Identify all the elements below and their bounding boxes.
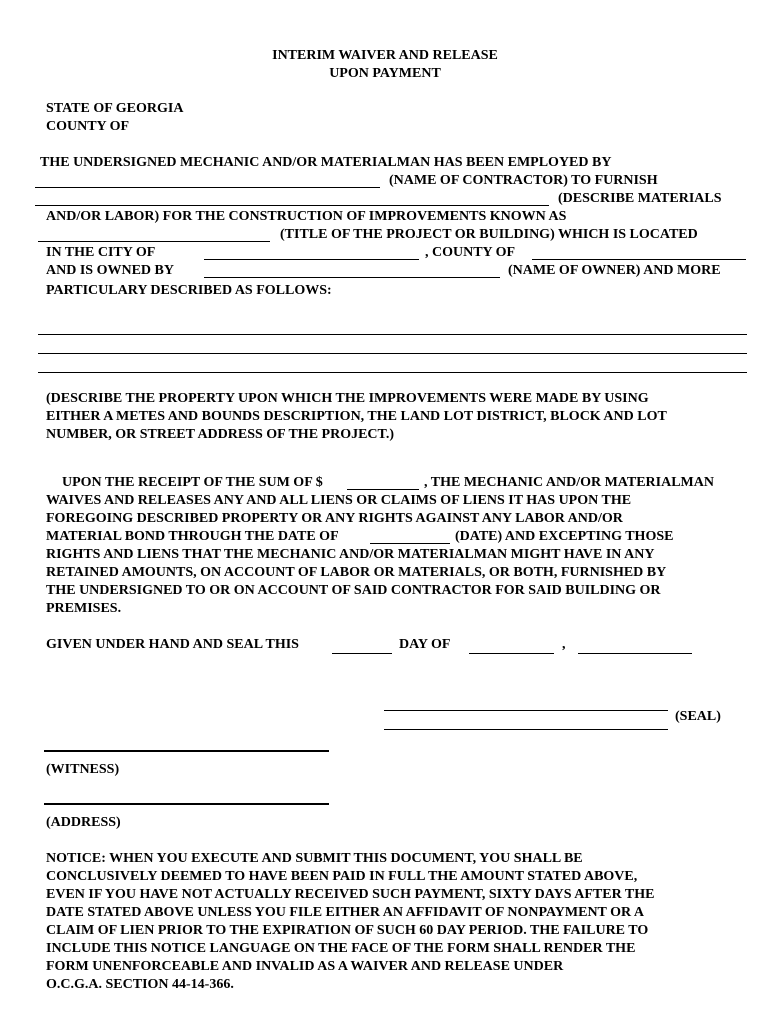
described-as-follows-text: PARTICULARY DESCRIBED AS FOLLOWS: xyxy=(46,283,332,298)
mechanic-materialman-text: , THE MECHANIC AND/OR MATERIALMAN xyxy=(424,475,714,490)
witness-label: (WITNESS) xyxy=(46,762,120,777)
waiver-line-8: PREMISES. xyxy=(46,601,122,616)
month-field[interactable] xyxy=(469,653,554,654)
amount-field[interactable] xyxy=(347,489,419,490)
through-date-field[interactable] xyxy=(370,543,450,544)
waiver-line-2: WAIVES AND RELEASES ANY AND ALL LIENS OR CLAIMS OF LIENS IT HAS UPON THE xyxy=(46,493,632,508)
property-description-line-2[interactable] xyxy=(38,353,747,354)
day-of-label: DAY OF xyxy=(399,637,451,652)
waiver-line-4-prefix: MATERIAL BOND THROUGH THE DATE OF xyxy=(46,529,339,544)
notice-line-6: INCLUDE THIS NOTICE LANGUAGE ON THE FACE OF THE FORM SHALL RENDER THE xyxy=(46,941,636,956)
witness-signature-line[interactable] xyxy=(44,750,329,752)
address-line[interactable] xyxy=(44,803,329,805)
employed-by-text: THE UNDERSIGNED MECHANIC AND/OR MATERIALMAN HAS BEEN EMPLOYED BY xyxy=(40,155,612,170)
waiver-line-7: THE UNDERSIGNED TO OR ON ACCOUNT OF SAID CONTRACTOR FOR SAID BUILDING OR xyxy=(46,583,661,598)
and-or-labor-text: AND/OR LABOR) FOR THE CONSTRUCTION OF IMPROVEMENTS KNOWN AS xyxy=(46,209,567,224)
day-field[interactable] xyxy=(332,653,392,654)
receipt-of-sum-text: UPON THE RECEIPT OF THE SUM OF $ xyxy=(62,475,323,490)
property-description-line-3[interactable] xyxy=(38,372,747,373)
materials-description-field[interactable] xyxy=(35,205,549,206)
describe-materials-label: (DESCRIBE MATERIALS xyxy=(558,191,722,206)
date-comma: , xyxy=(562,637,566,652)
notice-line-7: FORM UNENFORCEABLE AND INVALID AS A WAIVER AND RELEASE UNDER xyxy=(46,959,564,974)
waiver-line-3: FOREGOING DESCRIBED PROPERTY OR ANY RIGHTS AGAINST ANY LABOR AND/OR xyxy=(46,511,623,526)
signature-name-line[interactable] xyxy=(384,729,668,730)
waiver-line-4-suffix: (DATE) AND EXCEPTING THOSE xyxy=(455,529,674,544)
name-of-contractor-label: (NAME OF CONTRACTOR) TO FURNISH xyxy=(389,173,658,188)
document-title-line-1: INTERIM WAIVER AND RELEASE xyxy=(272,48,498,63)
waiver-line-6: RETAINED AMOUNTS, ON ACCOUNT OF LABOR OR MATERIALS, OR BOTH, FURNISHED BY xyxy=(46,565,667,580)
notice-line-4: DATE STATED ABOVE UNLESS YOU FILE EITHER AN AFFIDAVIT OF NONPAYMENT OR A xyxy=(46,905,644,920)
contractor-name-field[interactable] xyxy=(35,187,380,188)
notice-line-3: EVEN IF YOU HAVE NOT ACTUALLY RECEIVED SUCH PAYMENT, SIXTY DAYS AFTER THE xyxy=(46,887,655,902)
county-of-label: , COUNTY OF xyxy=(425,245,516,260)
waiver-line-5: RIGHTS AND LIENS THAT THE MECHANIC AND/OR MATERIALMAN MIGHT HAVE IN ANY xyxy=(46,547,655,562)
city-field[interactable] xyxy=(204,259,419,260)
property-description-line-1[interactable] xyxy=(38,334,747,335)
county-field[interactable] xyxy=(532,259,746,260)
property-instructions-line-2: EITHER A METES AND BOUNDS DESCRIPTION, THE LAND LOT DISTRICT, BLOCK AND LOT xyxy=(46,409,667,424)
document-title-line-2: UPON PAYMENT xyxy=(329,66,441,81)
year-field[interactable] xyxy=(578,653,692,654)
seal-label: (SEAL) xyxy=(675,709,721,724)
property-instructions-line-1: (DESCRIBE THE PROPERTY UPON WHICH THE IMPROVEMENTS WERE MADE BY USING xyxy=(46,391,649,406)
title-of-project-label: (TITLE OF THE PROJECT OR BUILDING) WHICH IS LOCATED xyxy=(280,227,698,242)
owner-name-field[interactable] xyxy=(204,277,500,278)
owned-by-label: AND IS OWNED BY xyxy=(46,263,174,278)
signature-line[interactable] xyxy=(384,710,668,711)
notice-line-5: CLAIM OF LIEN PRIOR TO THE EXPIRATION OF SUCH 60 DAY PERIOD. THE FAILURE TO xyxy=(46,923,649,938)
city-label: IN THE CITY OF xyxy=(46,245,156,260)
notice-line-2: CONCLUSIVELY DEEMED TO HAVE BEEN PAID IN FULL THE AMOUNT STATED ABOVE, xyxy=(46,869,638,884)
county-label: COUNTY OF xyxy=(46,119,130,134)
property-instructions-line-3: NUMBER, OR STREET ADDRESS OF THE PROJECT.) xyxy=(46,427,394,442)
notice-line-8: O.C.G.A. SECTION 44-14-366. xyxy=(46,977,234,992)
notice-line-1: NOTICE: WHEN YOU EXECUTE AND SUBMIT THIS DOCUMENT, YOU SHALL BE xyxy=(46,851,583,866)
address-label: (ADDRESS) xyxy=(46,815,121,830)
project-title-field[interactable] xyxy=(38,241,270,242)
name-of-owner-label: (NAME OF OWNER) AND MORE xyxy=(508,263,721,278)
state-label: STATE OF GEORGIA xyxy=(46,101,184,116)
given-under-hand-text: GIVEN UNDER HAND AND SEAL THIS xyxy=(46,637,299,652)
